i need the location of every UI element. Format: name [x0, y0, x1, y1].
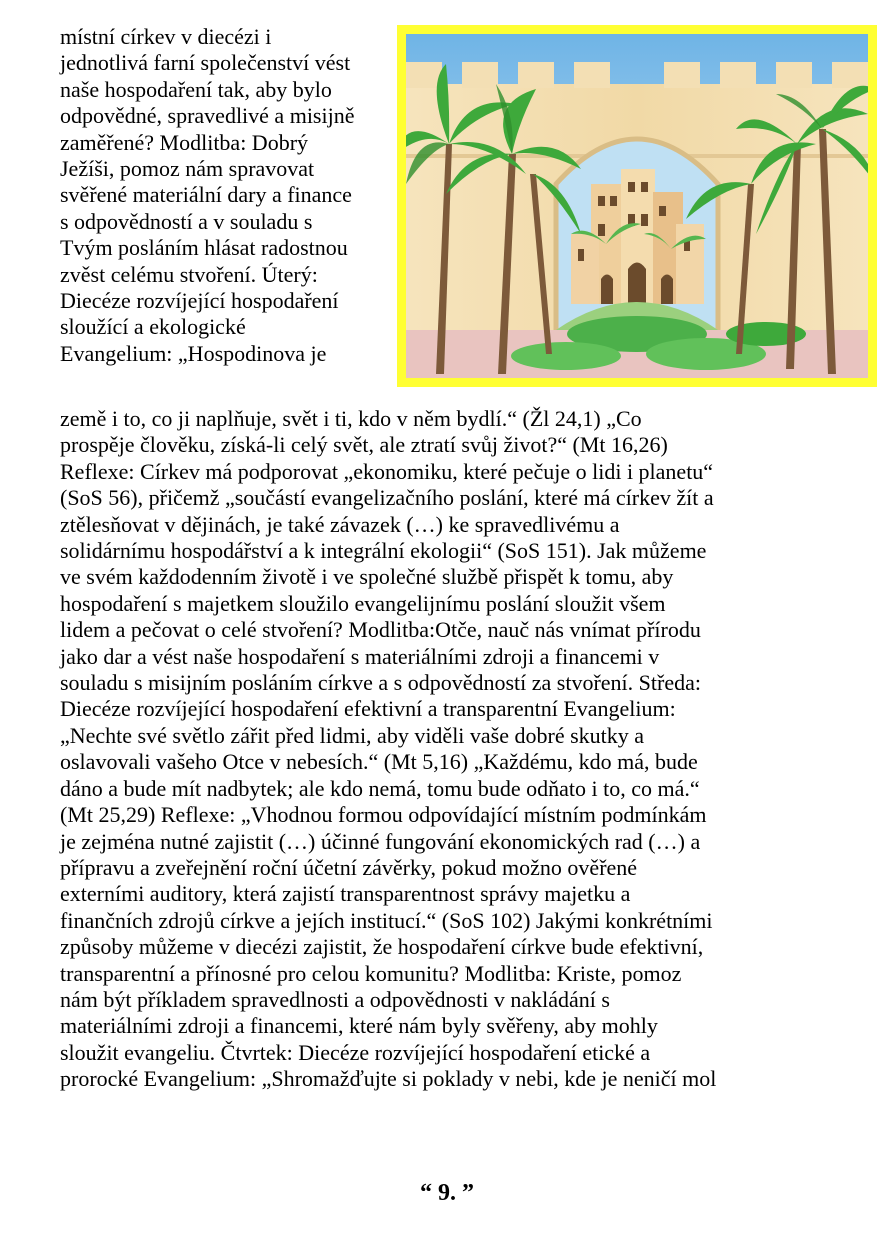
- text-line: místní církev v diecézi i: [60, 24, 272, 49]
- text-line: ztělesňovat v dějinách, je také závazek (…) ke spravedlivému a: [60, 511, 620, 537]
- text-line: zaměřené? Modlitba: Dobrý: [60, 129, 309, 155]
- text-line: způsoby můžeme v diecézi zajistit, že hospodaření církve bude efektivní,: [60, 934, 704, 960]
- text-line: dáno a bude mít nadbytek; ale kdo nemá, tomu bude odňato i to, co má.“: [60, 775, 700, 801]
- text-line: solidárnímu hospodářství a k integrální ekologii“ (SoS 151). Jak můžeme: [60, 538, 707, 564]
- text-line: Evangelium: „Hospodinova je: [60, 340, 327, 366]
- text-line: transparentní a přínosné pro celou komunitu? Modlitba: Kriste, pomoz: [60, 960, 682, 986]
- text-line: Reflexe: Církev má podporovat „ekonomiku, které pečuje o lidi i planetu“: [60, 458, 714, 484]
- text-line: prospěje člověku, získá-li celý svět, ale ztratí svůj život?“ (Mt 16,26): [60, 432, 668, 458]
- text-line: zvěst celému stvoření. Úterý:: [60, 261, 318, 287]
- text-line: (Mt 25,29) Reflexe: „Vhodnou formou odpovídající místním podmínkám: [60, 802, 707, 828]
- text-line: „Nechte své světlo zářit před lidmi, aby viděli vaše dobré skutky a: [60, 722, 645, 748]
- palm-city-illustration: [406, 34, 868, 378]
- text-line: (SoS 56), přičemž „součástí evangelizačního poslání, které má církev žít a: [60, 485, 714, 511]
- text-line: s odpovědností a v souladu s: [60, 208, 313, 234]
- text-line: finančních zdrojů církve a jejích institucí.“ (SoS 102) Jakými konkrétními: [60, 907, 713, 933]
- text-line: sloužící a ekologické: [60, 314, 246, 340]
- text-line: odpovědné, spravedlivé a misijně: [60, 103, 355, 129]
- text-line: prorocké Evangelium: „Shromažďujte si poklady v nebi, kde je neničí mol: [60, 1066, 717, 1092]
- text-line: je zejména nutné zajistit (…) účinné fungování ekonomických rad (…) a: [60, 828, 701, 854]
- text-line: externími auditory, která zajistí transparentnost správy majetku a: [60, 881, 631, 907]
- text-line: Tvým posláním hlásat radostnou: [60, 235, 348, 261]
- side-text-column: [60, 24, 395, 367]
- text-line: sloužit evangeliu. Čtvrtek: Diecéze rozvíjející hospodaření etické a: [60, 1039, 651, 1065]
- text-line: Diecéze rozvíjející hospodaření efektivní a transparentní Evangelium:: [60, 696, 676, 722]
- text-line: Ježíši, pomoz nám spravovat: [60, 156, 315, 182]
- text-line: lidem a pečovat o celé stvoření? Modlitba:Otče, nauč nás vnímat přírodu: [60, 617, 701, 643]
- illustration-frame: [397, 25, 877, 387]
- text-line: souladu s misijním posláním církve a s odpovědností za stvoření. Středa:: [60, 670, 701, 696]
- text-line: naše hospodaření tak, aby bylo: [60, 76, 332, 102]
- text-line: materiálními zdroji a financemi, které nám byly svěřeny, aby mohly: [60, 1013, 658, 1039]
- text-line: přípravu a zveřejnění roční účetní závěrky, pokud možno ověřené: [60, 854, 638, 880]
- body-text: [60, 406, 860, 1093]
- text-line: Diecéze rozvíjející hospodaření: [60, 288, 339, 314]
- page-number: “ 9. ”: [420, 1180, 474, 1206]
- text-line: oslavovali vašeho Otce v nebesích.“ (Mt 5,16) „Každému, kdo má, bude: [60, 749, 698, 775]
- text-line: hospodaření s majetkem sloužilo evangelijnímu poslání sloužit všem: [60, 590, 666, 616]
- text-line: jako dar a vést naše hospodaření s materiálními zdroji a financemi v: [60, 643, 660, 669]
- text-line: svěřené materiální dary a finance: [60, 182, 352, 208]
- text-line: nám být příkladem spravedlnosti a odpovědnosti v nakládání s: [60, 986, 610, 1012]
- text-line: jednotlivá farní společenství vést: [60, 50, 351, 76]
- text-line: země i to, co ji naplňuje, svět i ti, kdo v něm bydlí.“ (Žl 24,1) „Co: [60, 406, 642, 431]
- text-line: ve svém každodenním životě i ve společné službě přispět k tomu, aby: [60, 564, 674, 590]
